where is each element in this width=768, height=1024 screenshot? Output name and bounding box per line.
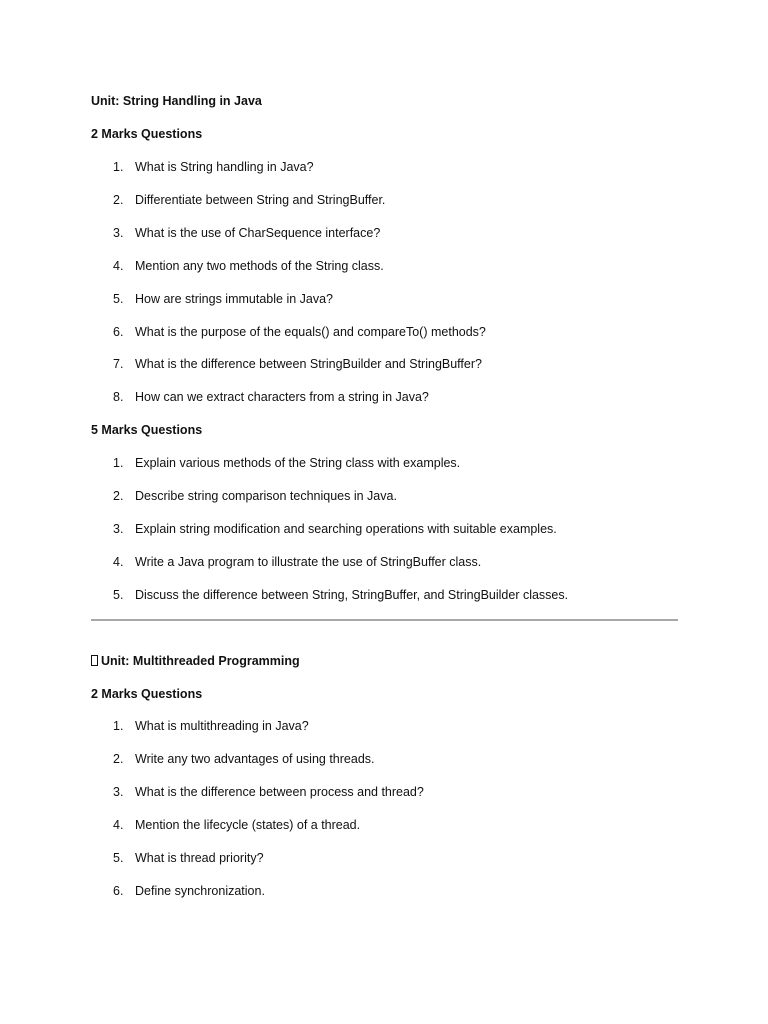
list-number: 6.: [113, 884, 124, 898]
list-number: 5.: [113, 292, 124, 306]
list-number: 5.: [113, 588, 124, 602]
question-text: How can we extract characters from a string in Java?: [135, 390, 429, 404]
question-text: What is thread priority?: [135, 851, 264, 865]
list-number: 4.: [113, 259, 124, 273]
list-number: 1.: [113, 160, 124, 174]
question-text: Mention the lifecycle (states) of a thread.: [135, 818, 361, 832]
question-text: What is String handling in Java?: [135, 160, 314, 174]
question-text: What is the purpose of the equals() and compareTo() methods?: [135, 325, 486, 339]
question-text: What is the use of CharSequence interface?: [135, 226, 381, 240]
question-text: Discuss the difference between String, StringBuffer, and StringBuilder classes.: [135, 588, 569, 602]
list-number: 7.: [113, 357, 124, 371]
unit-title-text: Unit: Multithreaded Programming: [101, 654, 300, 668]
list-number: 2.: [113, 193, 124, 207]
missing-glyph-box-icon: [91, 655, 98, 666]
question-text: Describe string comparison techniques in Java.: [135, 489, 397, 503]
list-number: 3.: [113, 785, 124, 799]
list-number: 2.: [113, 752, 124, 766]
list-number: 4.: [113, 818, 124, 832]
list-number: 4.: [113, 555, 124, 569]
question-text: What is the difference between process and thread?: [135, 785, 424, 799]
list-number: 3.: [113, 522, 124, 536]
list-number: 1.: [113, 719, 124, 733]
unit-title-string-handling: Unit: String Handling in Java: [91, 94, 262, 108]
heading-5-marks-questions: 5 Marks Questions: [91, 423, 203, 437]
question-text: What is multithreading in Java?: [135, 719, 309, 733]
list-number: 2.: [113, 489, 124, 503]
list-number: 1.: [113, 456, 124, 470]
list-number: 3.: [113, 226, 124, 240]
question-text: Explain various methods of the String class with examples.: [135, 456, 461, 470]
question-text: Define synchronization.: [135, 884, 265, 898]
question-text: How are strings immutable in Java?: [135, 292, 333, 306]
heading-2-marks-questions: 2 Marks Questions: [91, 127, 203, 141]
heading-2-marks-questions: 2 Marks Questions: [91, 687, 203, 701]
question-text: What is the difference between StringBuilder and StringBuffer?: [135, 357, 482, 371]
list-number: 6.: [113, 325, 124, 339]
question-text: Write a Java program to illustrate the use of StringBuffer class.: [135, 555, 482, 569]
question-text: Differentiate between String and StringBuffer.: [135, 193, 386, 207]
question-text: Mention any two methods of the String class.: [135, 259, 384, 273]
horizontal-divider: [91, 619, 678, 621]
list-number: 5.: [113, 851, 124, 865]
question-text: Write any two advantages of using threads.: [135, 752, 375, 766]
unit-title-multithreaded: [91, 655, 300, 668]
list-number: 8.: [113, 390, 124, 404]
question-text: Explain string modification and searching operations with suitable examples.: [135, 522, 557, 536]
